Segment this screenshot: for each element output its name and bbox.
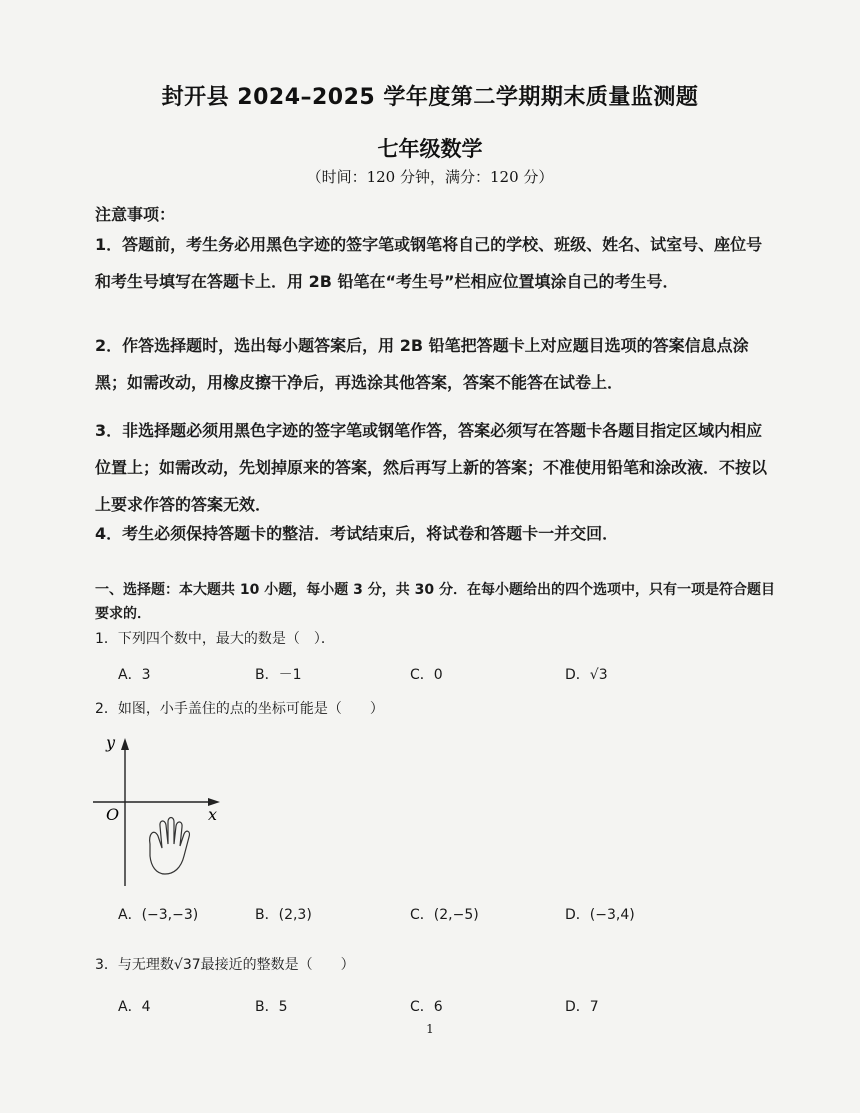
question-1-stem: 1．下列四个数中，最大的数是（ ）．: [95, 631, 335, 647]
note-item-2: 2．作答选择题时，选出每小题答案后，用 2B 铅笔把答题卡上对应题目选项的答案信息点涂黑；如需改动，用橡皮擦干净后，再选涂其他答案，答案不能答在试卷上．: [95, 336, 749, 392]
hand-icon: [150, 818, 190, 875]
note-item-3: 3．非选择题必须用黑色字迹的签字笔或钢笔作答，答案必须写在答题卡各题目指定区域内相应位置上；如需改动，先划掉原来的答案，然后再写上新的答案；不准使用铅笔和涂改液．不按以上要求作答的答案无效．: [95, 421, 768, 514]
exam-title: 封开县 2024–2025 学年度第二学期期末质量监测题: [161, 85, 699, 110]
coordinate-figure: [88, 728, 228, 893]
q1-option-c: C．0: [410, 667, 443, 683]
q2-option-a: A．(−3,−3): [118, 907, 199, 923]
section-heading: 一、选择题：本大题共 10 小题，每小题 3 分，共 30 分．在每小题给出的四个选项中，只有一项是符合题目要求的．: [95, 582, 775, 622]
q3-option-b: B．5: [255, 999, 288, 1015]
time-info: （时间：120 分钟，满分：120 分）: [306, 168, 554, 186]
notes-heading: 注意事项：: [95, 205, 176, 224]
q3-option-c: C．6: [410, 999, 443, 1015]
question-2-stem: 2．如图，小手盖住的点的坐标可能是（ ）: [95, 701, 384, 717]
q1-option-b: B．－1: [255, 667, 302, 683]
origin-label: O: [106, 805, 120, 824]
q1-option-a: A．3: [118, 667, 151, 683]
q1-option-d: D．√3: [565, 667, 608, 683]
q2-option-c: C．(2,−5): [410, 907, 479, 923]
q3-option-a: A．4: [118, 999, 151, 1015]
q3-option-d: D．7: [565, 999, 599, 1015]
subject-title: 七年级数学: [377, 137, 483, 161]
note-item-1: 1．答题前，考生务必用黑色字迹的签字笔或钢笔将自己的学校、班级、姓名、试室号、座位号和考生号填写在答题卡上．用 2B 铅笔在“考生号”栏相应位置填涂自己的考生号．: [95, 235, 763, 291]
question-3-stem: 3．与无理数√37最接近的整数是（ ）: [95, 957, 355, 973]
note-item-4: 4．考生必须保持答题卡的整洁．考试结束后，将试卷和答题卡一并交回．: [95, 524, 619, 543]
y-axis-arrow: [121, 738, 129, 750]
x-axis-label: x: [208, 805, 218, 824]
page-number: 1: [426, 1022, 434, 1036]
q2-option-b: B．(2,3): [255, 907, 312, 923]
y-axis-label: y: [106, 733, 116, 752]
q2-option-d: D．(−3,4): [565, 907, 635, 923]
